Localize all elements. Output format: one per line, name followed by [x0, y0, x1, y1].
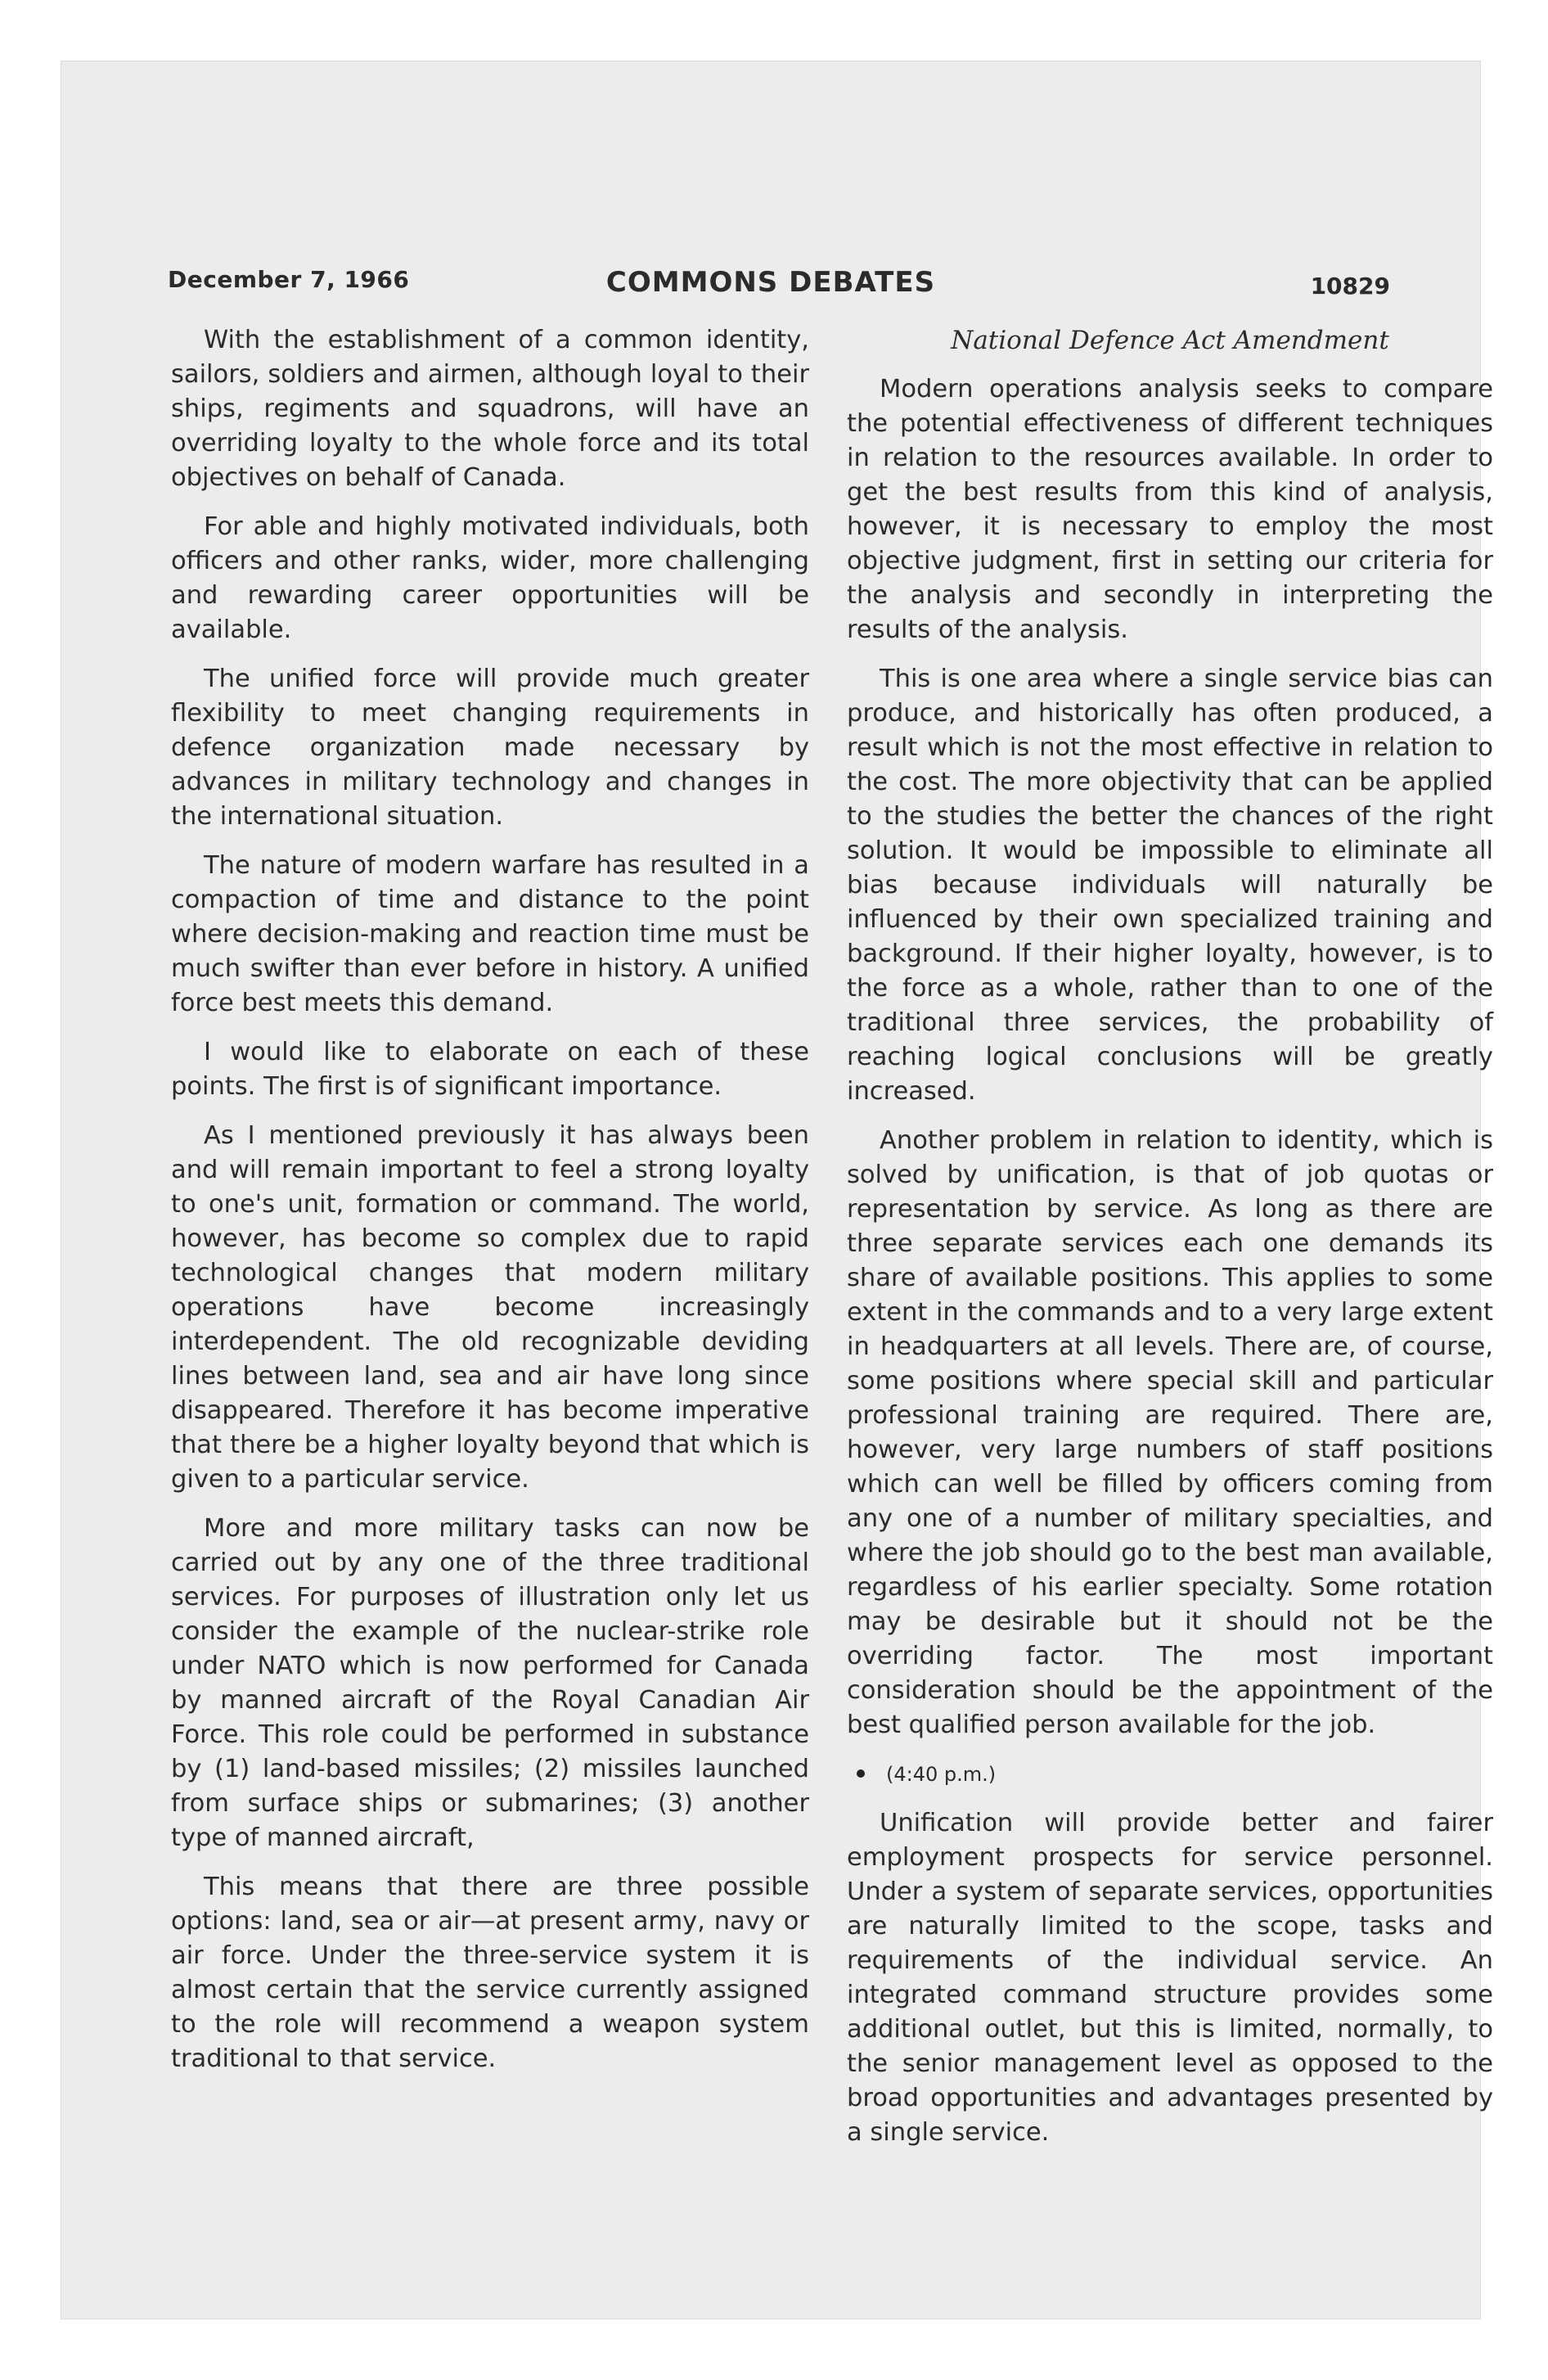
right-column — [847, 323, 1493, 2165]
timestamp-text: (4:40 p.m.) — [886, 1763, 997, 1786]
paragraph: With the establishment of a common identity, sailors, soldiers and airmen, although loyal to their ships, regiments and squadrons, will have an overriding loyalty to the whole force and its total objectives on behalf of Canada. — [171, 326, 809, 492]
page-header — [168, 266, 1390, 315]
page-number: 10829 — [1310, 273, 1390, 300]
timestamp — [847, 1757, 1493, 1792]
left-column — [171, 323, 809, 2091]
document-page — [61, 61, 1493, 2319]
paragraph: I would like to elaborate on each of these points. The first is of significant importance. — [171, 1038, 809, 1101]
paragraph: This is one area where a single service bias can produce, and historically has often produced, a result which is not the most effective in relation to the cost. The more objectivity that can be applied to the studies the better the chances of the right solution. It would be impossible to eliminate all bias because individuals will naturally be influenced by their own specialized training and background. If their higher loyalty, however, is to the force as a whole, rather than to one of the traditional three services, the probability of reaching logical conclusions will be greatly increased. — [847, 665, 1493, 1106]
paragraph: Unification will provide better and fairer employment prospects for service personnel. Under a system of separate services, opportunities are naturally limited to the scope, tasks and requirements of the individual service. An integrated command structure provides some additional outlet, but this is limited, normally, to the senior management level as opposed to the broad opportunities and advantages presented by a single service. — [847, 1809, 1493, 2147]
header-date: December 7, 1966 — [168, 266, 410, 293]
paragraph: Another problem in relation to identity, which is solved by unification, is that of job quotas or representation by service. As long as there are three separate services each one demands its share of available positions. This applies to some extent in the commands and to a very large extent in headquarters at all levels. There are, of course, some positions where special skill and particular professional training are required. There are, however, very large numbers of staff positions which can well be filled by officers coming from any one of a number of military specialties, and where the job should go to the best man available, regardless of his earlier specialty. Some rotation may be desirable but it should not be the overriding factor. The most important consideration should be the appointment of the best qualified person available for the job. — [847, 1126, 1493, 1739]
paragraph: Modern operations analysis seeks to compare the potential effectiveness of different techniques in relation to the resources available. In order to get the best results from this kind of analysis, however, it is necessary to employ the most objective judgment, first in setting our criteria for the analysis and secondly in interpreting the results of the analysis. — [847, 375, 1493, 644]
section-heading: National Defence Act Amendment — [951, 326, 1389, 355]
paragraph: This means that there are three possible options: land, sea or air—at present army, navy or air force. Under the three-service system it is almost certain that the service currently assigned to the role will recommend a weapon system traditional to that service. — [171, 1873, 809, 2073]
bullet-icon — [857, 1769, 865, 1778]
paragraph: As I mentioned previously it has always been and will remain important to feel a strong loyalty to one's unit, formation or command. The world, however, has become so complex due to rapid technological changes that modern military operations have become increasingly interdependent. The old recognizable deviding lines between land, sea and air have long since disappeared. Therefore it has become imperative that there be a higher loyalty beyond that which is given to a particular service. — [171, 1121, 809, 1494]
paragraph: More and more military tasks can now be carried out by any one of the three traditional services. For purposes of illustration only let us consider the example of the nuclear-strike role under NATO which is now performed for Canada by manned aircraft of the Royal Canadian Air Force. This role could be performed in substance by (1) land-based missiles; (2) missiles launched from surface ships or submarines; (3) another type of manned aircraft, — [171, 1514, 809, 1852]
paragraph: For able and highly motivated individuals, both officers and other ranks, wider, more challenging and rewarding career opportunities will be available. — [171, 512, 809, 644]
paragraph: The unified force will provide much greater flexibility to meet changing requirements in defence organization made necessary by advances in military technology and changes in the international situation. — [171, 665, 809, 831]
header-title: COMMONS DEBATES — [605, 266, 936, 299]
paragraph: The nature of modern warfare has resulted in a compaction of time and distance to the point where decision-making and reaction time must be much swifter than ever before in history. A unified force best meets this demand. — [171, 851, 809, 1017]
